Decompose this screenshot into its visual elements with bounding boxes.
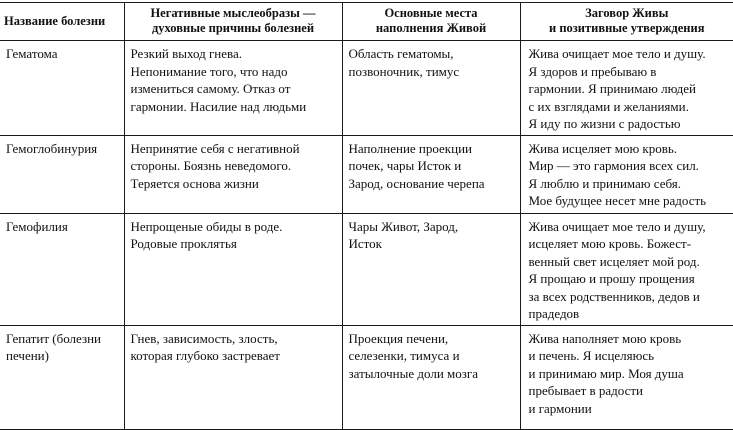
cell-line: Гепатит (болезни bbox=[6, 330, 101, 346]
places-cell bbox=[342, 135, 520, 213]
header-line: наполнения Живой bbox=[375, 21, 487, 35]
table-row bbox=[0, 135, 733, 213]
cell-line: Чары Живот, Зарод, bbox=[348, 218, 459, 234]
cell-line: Жива очищает мое тело и душу, bbox=[528, 218, 706, 234]
cell-line: и гармонии bbox=[528, 400, 592, 416]
disease-table bbox=[0, 2, 733, 430]
header-line: Негативные мыслеобразы — bbox=[150, 6, 316, 20]
cell-line: Наполнение проекции bbox=[348, 140, 472, 156]
cell-line: за всех родственников, дедов и bbox=[528, 288, 700, 304]
cell-line: Гемофилия bbox=[6, 218, 68, 234]
cell-line: измениться самому. Отказ от bbox=[130, 81, 291, 96]
causes-cell bbox=[124, 325, 342, 429]
cell-line: селезенки, тимуса и bbox=[348, 348, 460, 363]
causes-cell bbox=[124, 41, 342, 136]
cell-line: затылочные доли мозга bbox=[348, 365, 478, 381]
cell-line: которая глубоко застревает bbox=[130, 348, 280, 363]
cell-line: гармонии. Насилие над людьми bbox=[130, 98, 307, 114]
header-causes bbox=[124, 3, 342, 41]
cell-line: печени) bbox=[6, 348, 49, 363]
places-cell bbox=[342, 213, 520, 325]
cell-line: Резкий выход гнева. bbox=[130, 46, 243, 61]
table-row bbox=[0, 213, 733, 325]
cell-line: с их взглядами и желаниями. bbox=[528, 98, 689, 114]
cell-line: Исток bbox=[348, 236, 382, 251]
cell-line: гармонии. Я принимаю людей bbox=[528, 81, 697, 96]
header-line: и позитивные утверждения bbox=[549, 21, 705, 35]
header-row bbox=[0, 3, 733, 41]
header-line: Заговор Живы bbox=[585, 6, 669, 20]
cell-line: Родовые проклятья bbox=[130, 236, 237, 251]
cell-line: исцеляет мою кровь. Божест- bbox=[528, 236, 692, 251]
cell-line: прадедов bbox=[528, 306, 580, 321]
cell-line: Проекция печени, bbox=[348, 330, 449, 346]
cell-line: Жива наполняет мою кровь bbox=[528, 330, 682, 346]
header-line: Основные места bbox=[384, 6, 478, 20]
header-affirmations bbox=[520, 3, 733, 41]
cell-line: и принимаю мир. Моя душа bbox=[528, 365, 684, 381]
cell-line: Непринятие себя с негативной bbox=[130, 140, 300, 156]
header-places bbox=[342, 3, 520, 41]
cell-line: Зарод, основание черепа bbox=[348, 175, 485, 191]
table-row bbox=[0, 41, 733, 136]
cell-line: и печень. Я исцеляюсь bbox=[528, 348, 655, 363]
places-cell bbox=[342, 41, 520, 136]
affirmations-cell bbox=[520, 135, 733, 213]
disease-cell bbox=[0, 213, 124, 325]
disease-cell bbox=[0, 135, 124, 213]
cell-line: Непонимание того, что надо bbox=[130, 63, 288, 79]
cell-line: Область гематомы, bbox=[348, 46, 454, 61]
cell-line: Гнев, зависимость, злость, bbox=[130, 330, 278, 346]
affirmations-cell bbox=[520, 41, 733, 136]
cell-line: Мое будущее несет мне радость bbox=[528, 193, 707, 208]
cell-line: пребывает в радости bbox=[528, 383, 644, 398]
places-cell bbox=[342, 325, 520, 429]
cell-line: Гемоглобинурия bbox=[6, 140, 98, 156]
disease-cell bbox=[0, 41, 124, 136]
cell-line: Теряется основа жизни bbox=[130, 175, 259, 191]
header-disease bbox=[0, 3, 124, 41]
causes-cell bbox=[124, 213, 342, 325]
cell-line: позвоночник, тимус bbox=[348, 63, 460, 79]
affirmations-cell bbox=[520, 325, 733, 429]
cell-line: Я люблю и принимаю себя. bbox=[528, 175, 681, 191]
cell-line: Непрощеные обиды в роде. bbox=[130, 218, 283, 234]
affirmations-cell bbox=[520, 213, 733, 325]
table-row bbox=[0, 325, 733, 429]
cell-line: Я иду по жизни с радостью bbox=[528, 116, 681, 131]
cell-line: Жива очищает мое тело и душу. bbox=[528, 46, 706, 61]
cell-line: Мир — это гармония всех сил. bbox=[528, 158, 699, 173]
cell-line: Гематома bbox=[6, 46, 58, 61]
cell-line: Жива исцеляет мою кровь. bbox=[528, 140, 678, 156]
cell-line: стороны. Боязнь неведомого. bbox=[130, 158, 292, 173]
causes-cell bbox=[124, 135, 342, 213]
cell-line: венный свет исцеляет мой род. bbox=[528, 253, 700, 269]
cell-line: почек, чары Исток и bbox=[348, 158, 462, 173]
header-line: духовные причины болезней bbox=[151, 21, 315, 35]
disease-cell bbox=[0, 325, 124, 429]
cell-line: Я здоров и пребываю в bbox=[528, 63, 657, 79]
cell-line: Я прощаю и прошу прощения bbox=[528, 271, 695, 286]
header-line: Название болезни bbox=[4, 13, 106, 28]
